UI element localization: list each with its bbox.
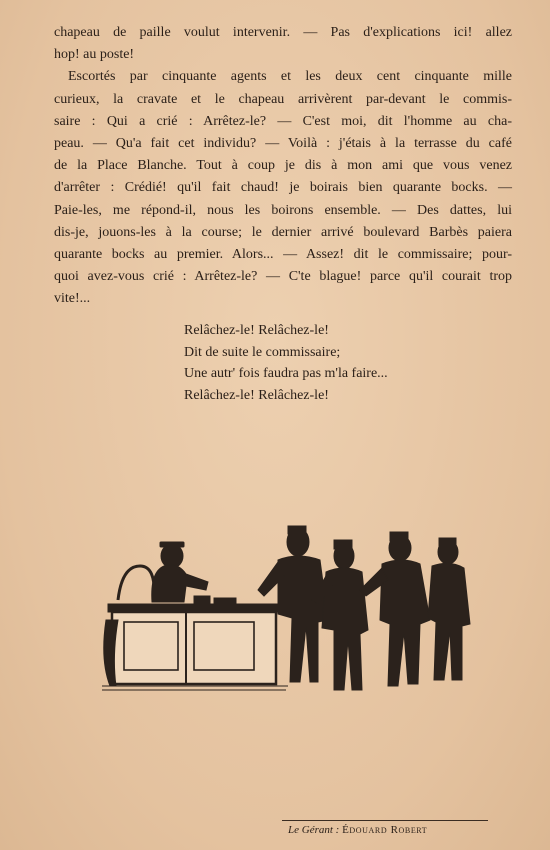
prose-line: saire : Qui a crié : Arrêtez-le? — C'est moi, dit l'homme au cha- xyxy=(54,113,512,129)
verse-line: Relâchez-le! Relâchez-le! xyxy=(184,323,329,338)
commissaire-silhouette xyxy=(152,542,208,602)
prose-line: d'arrêter : Crédié! qu'il fait chaud! je boirais bien quarante bocks. — xyxy=(54,180,512,196)
prose-line: dis-je, jouons-les à la course; le dernier arrivé boulevard Barbès paiera xyxy=(54,224,512,240)
prose-line: Paie-les, me répond-il, nous les boirons ensemble. — Des dattes, lui xyxy=(54,202,512,218)
prose-line: vite!... xyxy=(54,291,91,307)
verse-line: Relâchez-le! Relâchez-le! xyxy=(184,387,329,403)
silhouette-illustration xyxy=(98,520,480,695)
verse-line: Dit de suite le commissaire; xyxy=(184,344,341,360)
chair-back xyxy=(118,566,154,600)
prose-line: peau. — Qu'a fait cet individu? — Voilà : j'étais à la terrasse du café xyxy=(54,136,512,152)
verse-block xyxy=(184,320,464,406)
desk xyxy=(104,596,280,686)
footer-rule xyxy=(282,820,488,821)
prose-line: hop! au poste! xyxy=(54,47,135,63)
floor-hatching xyxy=(102,686,288,690)
prose-line: curieux, la cravate et le chapeau arrivèrent par-devant le commis- xyxy=(54,91,512,107)
prose-line: quarante bocks au premier. Alors... — Assez! dit le commissaire; pour- xyxy=(54,247,512,263)
footer-label: Le Gérant : xyxy=(288,824,340,836)
prose-line: Escortés par cinquante agents et les deux cent cinquante mille xyxy=(68,69,512,85)
standing-figure-4 xyxy=(428,538,470,680)
footer xyxy=(288,824,427,836)
footer-name: Édouard Robert xyxy=(342,824,428,836)
prose-block xyxy=(54,22,512,311)
prose-line: de la Place Blanche. Tout à coup je dis à mon ami que vous venez xyxy=(54,158,512,174)
prose-line: quoi avez-vous crié : Arrêtez-le? — C'te blague! parce qu'il courait trop xyxy=(54,269,512,285)
verse-line: Une autr' fois faudra pas m'la faire... xyxy=(184,366,388,382)
prose-line: chapeau de paille voulut intervenir. — Pas d'explications ici! allez xyxy=(54,25,512,40)
standing-figure-3 xyxy=(360,532,430,686)
